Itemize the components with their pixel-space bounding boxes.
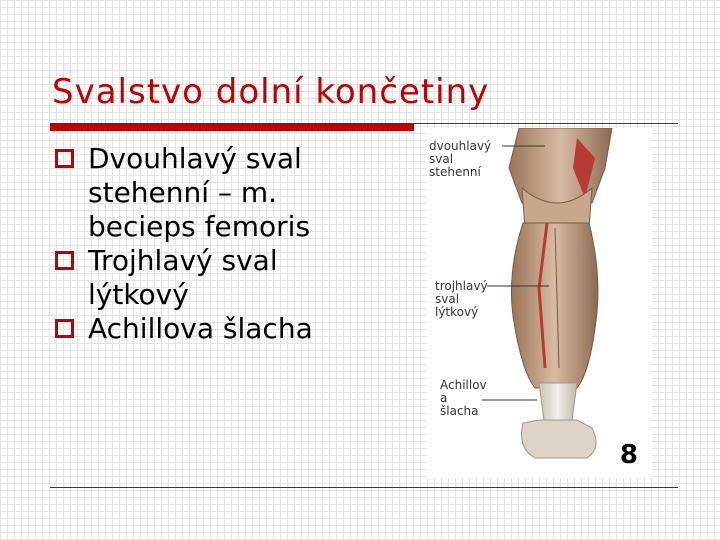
bullet-list: [52, 142, 372, 346]
title-rule-thick: [50, 123, 414, 131]
slide-title: Svalstvo dolní končetiny: [52, 72, 490, 112]
figure-number: 8: [619, 440, 638, 470]
bottom-rule: [50, 487, 678, 488]
label-achilles-tendon: Achillov a šlacha: [440, 378, 487, 418]
bullet-text: Dvouhlavý sval stehenní – m. becieps femoris: [88, 142, 311, 243]
square-bullet-icon: [55, 319, 74, 338]
bullet-text: Achillova šlacha: [88, 312, 313, 345]
bullet-item: [52, 312, 372, 346]
label-biceps-femoris: dvouhlavý sval stehenní: [429, 139, 492, 179]
bullet-item: [52, 142, 372, 244]
bullet-item: [52, 244, 372, 312]
bullet-text: Trojhlavý sval lýtkový: [88, 244, 278, 311]
label-triceps-surae: trojhlavý sval lýtkový: [435, 279, 488, 319]
square-bullet-icon: [55, 149, 74, 168]
square-bullet-icon: [55, 251, 74, 270]
leg-muscle-figure: [427, 128, 652, 478]
